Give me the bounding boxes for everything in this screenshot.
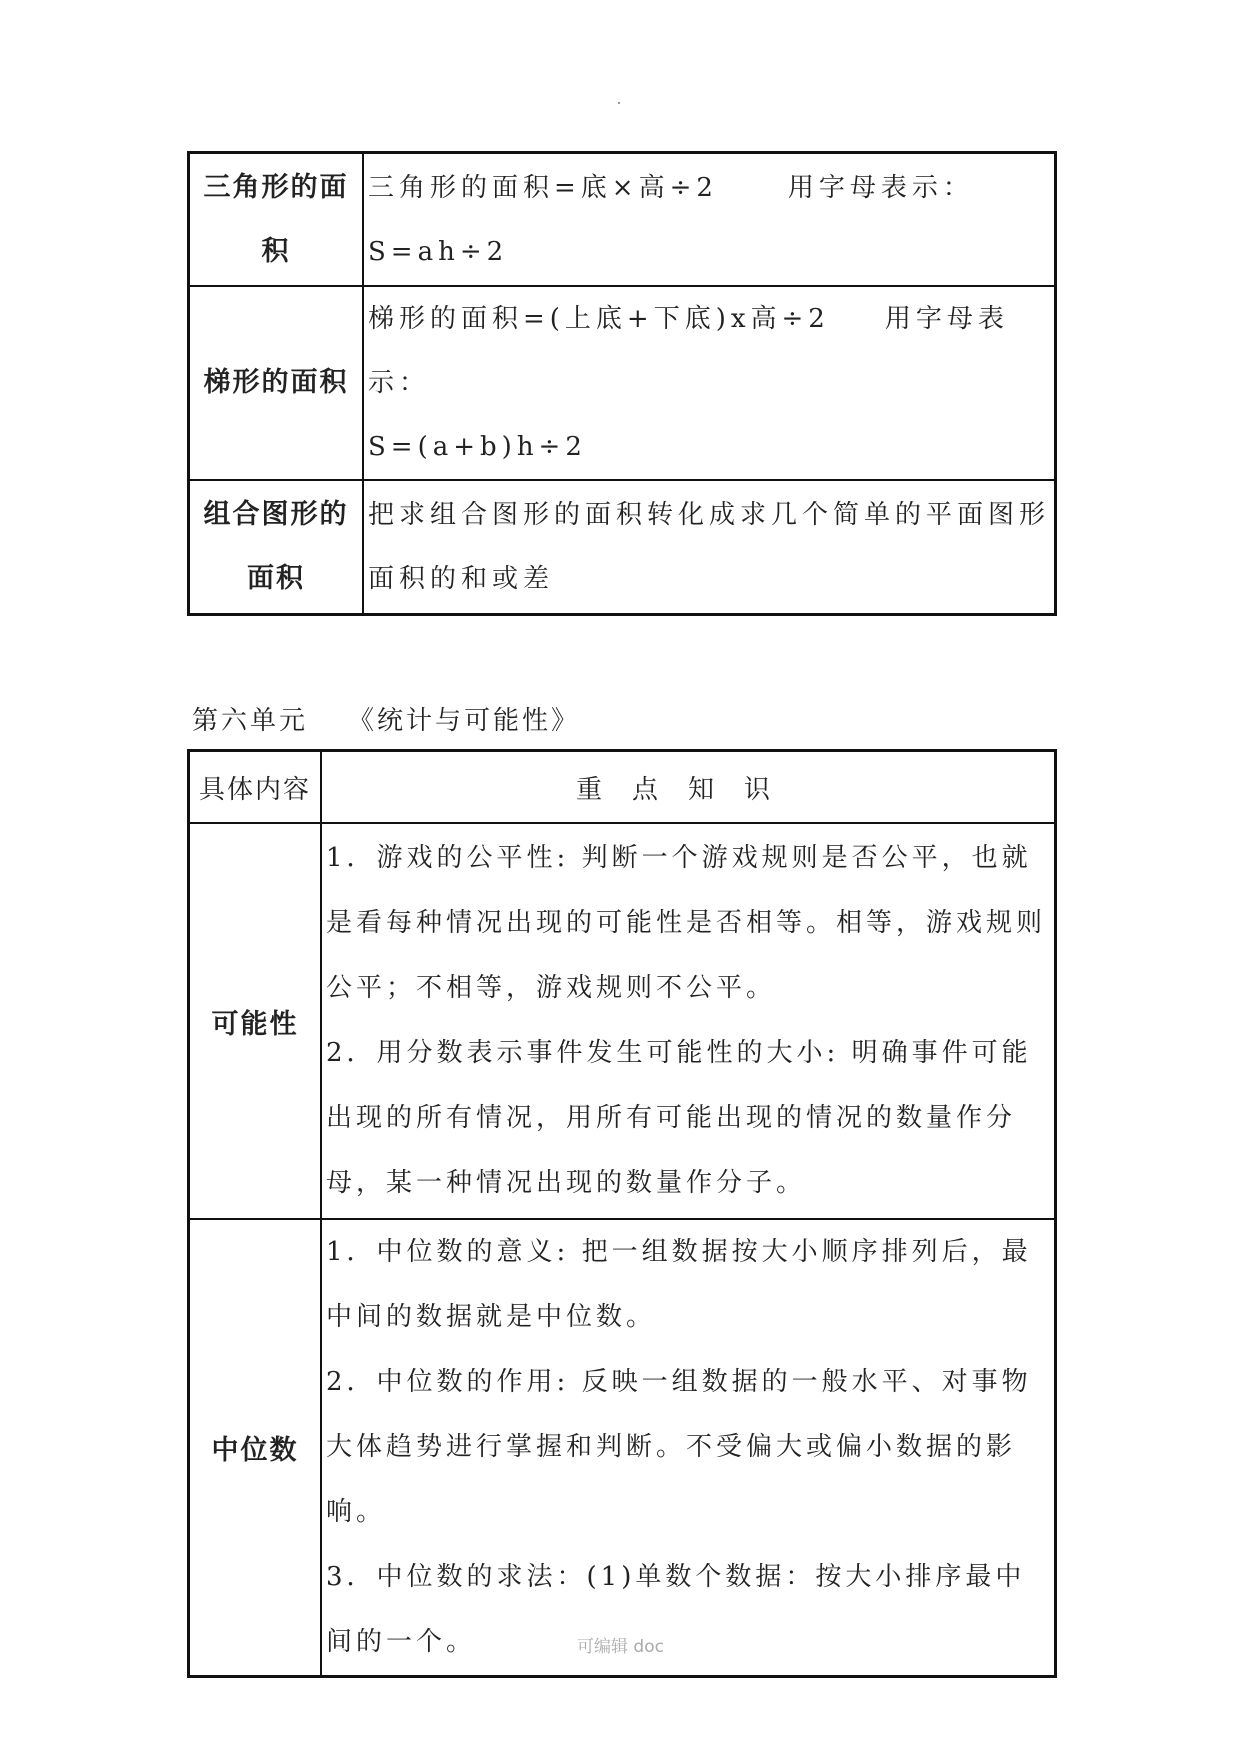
row-label-possibility: 可能性 (189, 823, 322, 1219)
possibility-item-1: 1．游戏的公平性: 判断一个游戏规则是否公平，也就是看每种情况出现的可能性是否相等。相等，游戏规则公平；不相等，游戏规则不公平。 (326, 843, 1047, 1003)
median-item-3: 3．中位数的求法：(1)单数个数据：按大小排序最中间的一个。 (326, 1562, 1026, 1657)
unit-heading (192, 700, 580, 737)
triangle-letter-formula: S=ah÷2 (368, 236, 509, 267)
triangle-area-formula: 三角形的面积=底×高÷2 (368, 172, 718, 203)
median-cell (321, 1219, 1056, 1677)
page-footer: 可编辑 doc (577, 1637, 664, 1657)
composite-area-text: 把求组合图形的面积转化成求几个简单的平面图形面积的和或差 (363, 480, 1056, 615)
unit-number: 第六单元 (192, 706, 309, 736)
table-row (189, 153, 1056, 287)
possibility-cell (321, 823, 1056, 1219)
row-label-trapezoid-area: 梯形的面积 (189, 286, 364, 480)
table-row (189, 823, 1056, 1219)
median-item-1: 1．中位数的意义: 把一组数据按大小顺序排列后，最中间的数据就是中位数。 (326, 1237, 1032, 1332)
median-item-2: 2．中位数的作用: 反映一组数据的一般水平、对事物大体趋势进行掌握和判断。不受偏大或偏小数据的影响。 (326, 1367, 1032, 1527)
header-key-knowledge: 重点知识 (321, 751, 1056, 824)
letter-label: 用字母表示： (368, 304, 1009, 398)
page-dot (618, 102, 620, 104)
unit-title: 《统计与可能性》 (348, 706, 581, 736)
row-label-composite-area: 组合图形的面积 (189, 480, 364, 615)
triangle-area-cell (363, 153, 1056, 287)
statistics-table (187, 749, 1057, 1678)
trapezoid-area-formula: 梯形的面积=(上底+下底)x高÷2 (368, 304, 830, 334)
table-header-row (189, 751, 1056, 824)
possibility-item-2: 2．用分数表示事件发生可能性的大小: 明确事件可能出现的所有情况，用所有可能出现的情况的数量作分母，某一种情况出现的数量作分子。 (326, 1038, 1032, 1198)
header-content: 具体内容 (189, 751, 322, 824)
row-label-median: 中位数 (189, 1219, 322, 1677)
table-row (189, 1219, 1056, 1677)
row-label-triangle-area: 三角形的面积 (189, 153, 364, 287)
table-row (189, 286, 1056, 480)
table-row (189, 480, 1056, 615)
trapezoid-letter-formula: S=(a+b)h÷2 (368, 432, 587, 462)
trapezoid-area-cell (363, 286, 1056, 480)
letter-label: 用字母表示： (787, 172, 974, 203)
area-formula-table (187, 151, 1057, 616)
